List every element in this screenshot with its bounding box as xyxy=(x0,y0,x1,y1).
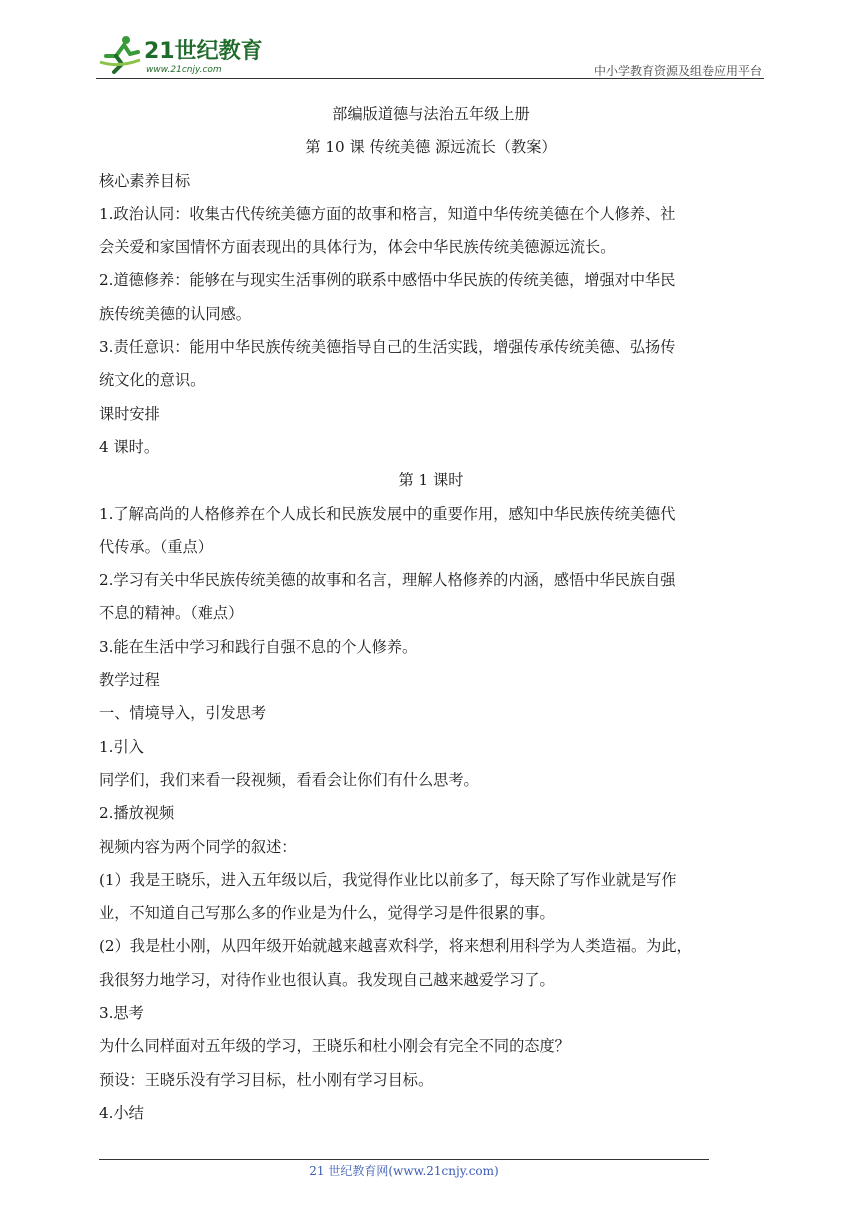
step-2-text: 视频内容为两个同学的叙述： xyxy=(99,837,297,856)
story-1-line2: 业，不知道自己写那么多的作业是为什么，觉得学习是件很累的事。 xyxy=(99,904,555,923)
preset-answer: 预设：王晓乐没有学习目标，杜小刚有学习目标。 xyxy=(99,1070,434,1089)
core-item-1-line1: 1.政治认同：收集古代传统美德方面的故事和格言，知道中华传统美德在个人修养、社 xyxy=(99,204,676,223)
header-divider xyxy=(96,78,764,79)
schedule-value: 4 课时。 xyxy=(99,437,160,456)
core-heading: 核心素养目标 xyxy=(99,171,191,190)
schedule-heading: 课时安排 xyxy=(99,404,160,423)
core-item-3-line1: 3.责任意识：能用中华民族传统美德指导自己的生活实践，增强传承传统美德、弘扬传 xyxy=(99,338,676,357)
footer-link[interactable]: 21 世纪教育网(www.21cnjy.com) xyxy=(309,1164,499,1178)
goal-2-line2: 不息的精神。（难点） xyxy=(99,604,244,623)
goal-1-line2: 代传承。（重点） xyxy=(99,537,213,556)
goal-3: 3.能在生活中学习和践行自强不息的个人修养。 xyxy=(99,637,418,656)
step-1-text: 同学们，我们来看一段视频，看看会让你们有什么思考。 xyxy=(99,770,479,789)
core-item-2-line2: 族传统美德的认同感。 xyxy=(99,304,251,323)
page-header xyxy=(96,28,764,80)
story-1-line1: (1）我是王晓乐，进入五年级以后，我觉得作业比以前多了，每天除了写作业就是写作 xyxy=(99,870,677,889)
core-item-1-line2: 会关爱和家国情怀方面表现出的具体行为，体会中华民族传统美德源远流长。 xyxy=(99,238,616,257)
site-logo xyxy=(96,32,266,78)
step-3: 3.思考 xyxy=(99,1004,144,1023)
goal-1-line1: 1.了解高尚的人格修养在个人成长和民族发展中的重要作用，感知中华民族传统美德代 xyxy=(99,504,676,523)
core-item-2-line1: 2.道德修养：能够在与现实生活事例的联系中感悟中华民族的传统美德，增强对中华民 xyxy=(99,271,676,290)
step-1: 1.引入 xyxy=(99,737,144,756)
step-2: 2.播放视频 xyxy=(99,804,175,823)
section-1-heading: 一、情境导入，引发思考 xyxy=(99,704,267,723)
logo-url: www.21cnjy.com xyxy=(146,65,222,75)
platform-name: 中小学教育资源及组卷应用平台 xyxy=(593,64,762,78)
lesson-1-heading: 第 1 课时 xyxy=(398,471,464,490)
document-body xyxy=(99,98,763,1130)
story-2-line2: 我很努力地学习，对待作业也很认真。我发现自己越来越爱学习了。 xyxy=(99,970,555,989)
goal-2-line1: 2.学习有关中华民族传统美德的故事和名言，理解人格修养的内涵，感悟中华民族自强 xyxy=(99,571,676,590)
step-3-text: 为什么同样面对五年级的学习，王晓乐和杜小刚会有完全不同的态度？ xyxy=(99,1037,570,1056)
doc-title-lesson: 第 10 课 传统美德 源远流长（教案） xyxy=(305,138,557,157)
runner-icon xyxy=(100,36,140,72)
core-item-3-line2: 统文化的意识。 xyxy=(99,371,206,390)
logo-text: 21世纪教育 xyxy=(144,39,263,64)
process-heading: 教学过程 xyxy=(99,671,160,690)
doc-title-grade: 部编版道德与法治五年级上册 xyxy=(332,105,530,123)
story-2-line1: (2）我是杜小刚，从四年级开始就越来越喜欢科学，将来想利用科学为人类造福。为此， xyxy=(99,937,692,956)
footer-divider xyxy=(99,1159,709,1160)
step-4: 4.小结 xyxy=(99,1103,144,1122)
